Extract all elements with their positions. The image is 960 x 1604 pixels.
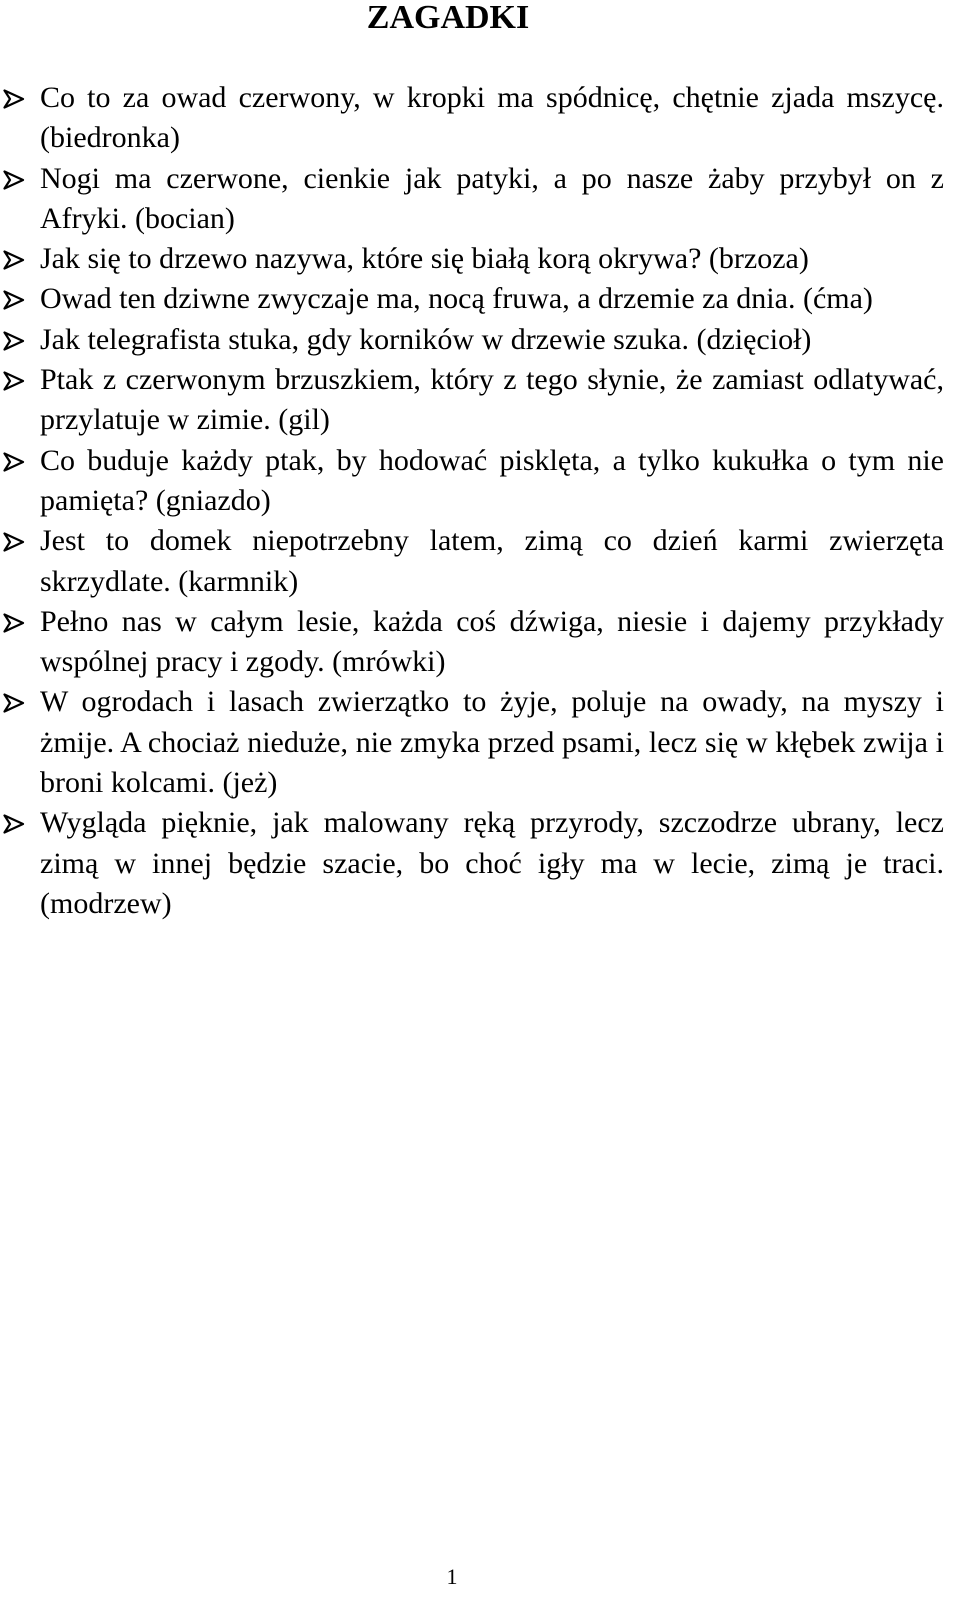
riddle-item — [0, 279, 944, 319]
riddle-item — [0, 441, 944, 522]
riddle-item — [0, 320, 944, 360]
riddle-text: Ptak z czerwonym brzuszkiem, który z tego słynie, że zamiast odlatywać, przylatuje w zimie. (gil) — [40, 363, 944, 437]
arrow-bullet-icon — [3, 452, 25, 472]
riddle-item — [0, 78, 944, 159]
arrow-bullet-icon — [3, 170, 25, 190]
arrow-bullet-icon — [3, 693, 25, 713]
riddle-text: Owad ten dziwne zwyczaje ma, nocą fruwa, a drzemie za dnia. (ćma) — [40, 282, 873, 316]
riddle-item — [0, 803, 944, 924]
riddle-item — [0, 521, 944, 602]
riddle-text: Jak się to drzewo nazywa, które się białą korą okrywa? (brzoza) — [40, 242, 809, 276]
arrow-bullet-icon — [3, 371, 25, 391]
arrow-bullet-icon — [3, 89, 25, 109]
document-title: ZAGADKI — [366, 0, 530, 36]
riddle-list — [0, 78, 960, 924]
riddle-text: Nogi ma czerwone, cienkie jak patyki, a po nasze żaby przybył on z Afryki. (bocian) — [40, 161, 944, 235]
riddle-item — [0, 682, 944, 803]
riddle-item — [0, 159, 944, 240]
arrow-bullet-icon — [3, 532, 25, 552]
riddle-text: Jest to domek niepotrzebny latem, zimą co dzień karmi zwierzęta skrzydlate. (karmnik) — [40, 524, 944, 598]
arrow-bullet-icon — [3, 613, 25, 633]
arrow-bullet-icon — [3, 250, 25, 270]
riddle-text: W ogrodach i lasach zwierzątko to żyje, poluje na owady, na myszy i żmije. A chociaż nieduże, nie zmyka przed psami, lecz się w kłębek zwija i broni kolcami. (jeż) — [40, 685, 944, 800]
riddle-item — [0, 239, 944, 279]
riddle-item — [0, 360, 944, 441]
page-number: 1 — [446, 1564, 458, 1589]
arrow-bullet-icon — [3, 331, 25, 351]
riddle-item — [0, 602, 944, 683]
riddle-text: Jak telegrafista stuka, gdy korników w drzewie szuka. (dzięcioł) — [40, 322, 812, 356]
riddle-text: Wygląda pięknie, jak malowany ręką przyrody, szczodrze ubrany, lecz zimą w innej będzie szacie, bo choć igły ma w lecie, zimą je traci. (modrzew) — [40, 806, 944, 920]
riddle-text: Co to za owad czerwony, w kropki ma spódnicę, chętnie zjada mszycę. (biedronka) — [40, 81, 944, 155]
riddle-text: Co buduje każdy ptak, by hodować pisklęta, a tylko kukułka o tym nie pamięta? (gniazdo) — [40, 443, 944, 517]
arrow-bullet-icon — [3, 290, 25, 310]
riddle-text: Pełno nas w całym lesie, każda coś dźwiga, niesie i dajemy przykłady wspólnej pracy i zgody. (mrówki) — [40, 604, 944, 679]
arrow-bullet-icon — [3, 814, 25, 834]
